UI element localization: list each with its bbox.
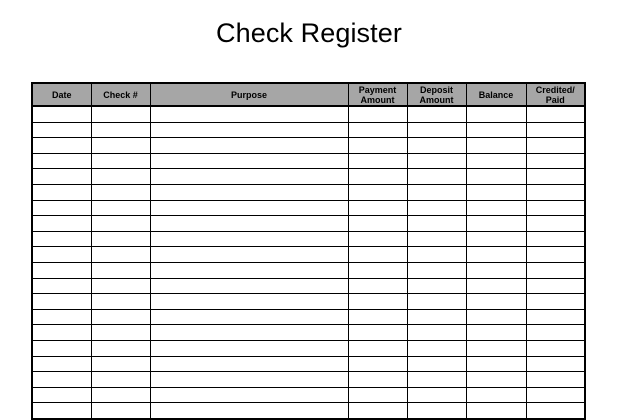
payment-amount-cell[interactable]: [348, 200, 407, 216]
check-number-cell[interactable]: [91, 340, 150, 356]
table-row: [32, 231, 585, 247]
balance-cell[interactable]: [466, 169, 526, 185]
deposit-amount-cell[interactable]: [407, 262, 466, 278]
deposit-amount-cell[interactable]: [407, 387, 466, 403]
balance-cell[interactable]: [466, 294, 526, 310]
check-number-cell[interactable]: [91, 153, 150, 169]
column-header-payment-amount: Payment Amount: [348, 83, 407, 106]
payment-amount-cell[interactable]: [348, 294, 407, 310]
payment-amount-cell[interactable]: [348, 372, 407, 388]
table-row: [32, 200, 585, 216]
check-number-cell[interactable]: [91, 403, 150, 419]
credited-paid-cell[interactable]: [526, 247, 585, 263]
date-cell[interactable]: [32, 231, 91, 247]
payment-amount-cell[interactable]: [348, 325, 407, 341]
balance-cell[interactable]: [466, 309, 526, 325]
credited-paid-cell[interactable]: [526, 340, 585, 356]
check-number-cell[interactable]: [91, 309, 150, 325]
credited-paid-cell[interactable]: [526, 403, 585, 419]
check-number-cell[interactable]: [91, 356, 150, 372]
page-title: Check Register: [216, 18, 402, 48]
deposit-amount-cell[interactable]: [407, 403, 466, 419]
table-row: [32, 106, 585, 122]
table-row: [32, 153, 585, 169]
credited-paid-cell[interactable]: [526, 184, 585, 200]
payment-amount-cell[interactable]: [348, 138, 407, 154]
balance-cell[interactable]: [466, 278, 526, 294]
deposit-amount-cell[interactable]: [407, 138, 466, 154]
balance-cell[interactable]: [466, 138, 526, 154]
table-row: [32, 262, 585, 278]
payment-amount-cell[interactable]: [348, 278, 407, 294]
table-row: [32, 309, 585, 325]
purpose-cell[interactable]: [150, 278, 348, 294]
date-cell[interactable]: [32, 356, 91, 372]
check-number-cell[interactable]: [91, 122, 150, 138]
purpose-cell[interactable]: [150, 200, 348, 216]
check-register-table: [31, 82, 586, 420]
balance-cell[interactable]: [466, 153, 526, 169]
check-number-cell[interactable]: [91, 294, 150, 310]
balance-cell[interactable]: [466, 372, 526, 388]
purpose-cell[interactable]: [150, 216, 348, 232]
register-body: [32, 106, 585, 419]
table-row: [32, 403, 585, 419]
purpose-cell[interactable]: [150, 138, 348, 154]
purpose-cell[interactable]: [150, 340, 348, 356]
column-header-check-number: Check #: [91, 83, 150, 106]
date-cell[interactable]: [32, 216, 91, 232]
payment-amount-cell[interactable]: [348, 262, 407, 278]
check-number-cell[interactable]: [91, 138, 150, 154]
deposit-amount-cell[interactable]: [407, 122, 466, 138]
deposit-amount-cell[interactable]: [407, 184, 466, 200]
credited-paid-cell[interactable]: [526, 372, 585, 388]
purpose-cell[interactable]: [150, 247, 348, 263]
deposit-amount-cell[interactable]: [407, 325, 466, 341]
date-cell[interactable]: [32, 184, 91, 200]
date-cell[interactable]: [32, 309, 91, 325]
check-number-cell[interactable]: [91, 216, 150, 232]
date-cell[interactable]: [32, 138, 91, 154]
payment-amount-cell[interactable]: [348, 231, 407, 247]
deposit-amount-cell[interactable]: [407, 294, 466, 310]
deposit-amount-cell[interactable]: [407, 278, 466, 294]
balance-cell[interactable]: [466, 184, 526, 200]
date-cell[interactable]: [32, 372, 91, 388]
table-row: [32, 247, 585, 263]
column-header-purpose: Purpose: [150, 83, 348, 106]
table-row: [32, 340, 585, 356]
deposit-amount-cell[interactable]: [407, 169, 466, 185]
date-cell[interactable]: [32, 262, 91, 278]
check-number-cell[interactable]: [91, 184, 150, 200]
deposit-amount-cell[interactable]: [407, 309, 466, 325]
check-number-cell[interactable]: [91, 169, 150, 185]
purpose-cell[interactable]: [150, 309, 348, 325]
table-row: [32, 216, 585, 232]
credited-paid-cell[interactable]: [526, 122, 585, 138]
date-cell[interactable]: [32, 294, 91, 310]
balance-cell[interactable]: [466, 200, 526, 216]
credited-paid-cell[interactable]: [526, 231, 585, 247]
table-row: [32, 184, 585, 200]
credited-paid-cell[interactable]: [526, 278, 585, 294]
table-row: [32, 325, 585, 341]
payment-amount-cell[interactable]: [348, 216, 407, 232]
date-cell[interactable]: [32, 153, 91, 169]
balance-cell[interactable]: [466, 122, 526, 138]
purpose-cell[interactable]: [150, 262, 348, 278]
balance-cell[interactable]: [466, 356, 526, 372]
table-row: [32, 356, 585, 372]
purpose-cell[interactable]: [150, 387, 348, 403]
payment-amount-cell[interactable]: [348, 387, 407, 403]
column-header-balance: Balance: [466, 83, 526, 106]
check-number-cell[interactable]: [91, 200, 150, 216]
check-number-cell[interactable]: [91, 387, 150, 403]
balance-cell[interactable]: [466, 403, 526, 419]
credited-paid-cell[interactable]: [526, 216, 585, 232]
date-cell[interactable]: [32, 340, 91, 356]
date-cell[interactable]: [32, 278, 91, 294]
balance-cell[interactable]: [466, 325, 526, 341]
purpose-cell[interactable]: [150, 325, 348, 341]
credited-paid-cell[interactable]: [526, 138, 585, 154]
credited-paid-cell[interactable]: [526, 200, 585, 216]
credited-paid-cell[interactable]: [526, 325, 585, 341]
balance-cell[interactable]: [466, 106, 526, 122]
deposit-amount-cell[interactable]: [407, 372, 466, 388]
deposit-amount-cell[interactable]: [407, 153, 466, 169]
deposit-amount-cell[interactable]: [407, 231, 466, 247]
table-row: [32, 169, 585, 185]
payment-amount-cell[interactable]: [348, 169, 407, 185]
payment-amount-cell[interactable]: [348, 153, 407, 169]
column-header-credited-paid: Credited/ Paid: [526, 83, 585, 106]
credited-paid-cell[interactable]: [526, 294, 585, 310]
deposit-amount-cell[interactable]: [407, 247, 466, 263]
purpose-cell[interactable]: [150, 403, 348, 419]
check-number-cell[interactable]: [91, 106, 150, 122]
check-number-cell[interactable]: [91, 325, 150, 341]
date-cell[interactable]: [32, 169, 91, 185]
payment-amount-cell[interactable]: [348, 122, 407, 138]
table-row: [32, 278, 585, 294]
check-number-cell[interactable]: [91, 372, 150, 388]
table-row: [32, 294, 585, 310]
date-cell[interactable]: [32, 387, 91, 403]
purpose-cell[interactable]: [150, 372, 348, 388]
header-row: [32, 83, 585, 106]
purpose-cell[interactable]: [150, 356, 348, 372]
purpose-cell[interactable]: [150, 106, 348, 122]
date-cell[interactable]: [32, 403, 91, 419]
balance-cell[interactable]: [466, 216, 526, 232]
column-header-date: Date: [32, 83, 91, 106]
credited-paid-cell[interactable]: [526, 153, 585, 169]
table-row: [32, 372, 585, 388]
date-cell[interactable]: [32, 106, 91, 122]
purpose-cell[interactable]: [150, 184, 348, 200]
balance-cell[interactable]: [466, 247, 526, 263]
column-header-deposit-amount: Deposit Amount: [407, 83, 466, 106]
check-number-cell[interactable]: [91, 262, 150, 278]
payment-amount-cell[interactable]: [348, 403, 407, 419]
check-number-cell[interactable]: [91, 278, 150, 294]
check-number-cell[interactable]: [91, 247, 150, 263]
date-cell[interactable]: [32, 325, 91, 341]
table-row: [32, 138, 585, 154]
purpose-cell[interactable]: [150, 122, 348, 138]
deposit-amount-cell[interactable]: [407, 356, 466, 372]
purpose-cell[interactable]: [150, 169, 348, 185]
payment-amount-cell[interactable]: [348, 340, 407, 356]
payment-amount-cell[interactable]: [348, 356, 407, 372]
credited-paid-cell[interactable]: [526, 356, 585, 372]
credited-paid-cell[interactable]: [526, 309, 585, 325]
payment-amount-cell[interactable]: [348, 184, 407, 200]
deposit-amount-cell[interactable]: [407, 340, 466, 356]
date-cell[interactable]: [32, 200, 91, 216]
purpose-cell[interactable]: [150, 294, 348, 310]
credited-paid-cell[interactable]: [526, 106, 585, 122]
balance-cell[interactable]: [466, 231, 526, 247]
date-cell[interactable]: [32, 247, 91, 263]
deposit-amount-cell[interactable]: [407, 216, 466, 232]
payment-amount-cell[interactable]: [348, 247, 407, 263]
purpose-cell[interactable]: [150, 153, 348, 169]
table-row: [32, 387, 585, 403]
payment-amount-cell[interactable]: [348, 106, 407, 122]
deposit-amount-cell[interactable]: [407, 106, 466, 122]
balance-cell[interactable]: [466, 387, 526, 403]
purpose-cell[interactable]: [150, 231, 348, 247]
table-row: [32, 122, 585, 138]
credited-paid-cell[interactable]: [526, 387, 585, 403]
balance-cell[interactable]: [466, 340, 526, 356]
date-cell[interactable]: [32, 122, 91, 138]
check-number-cell[interactable]: [91, 231, 150, 247]
credited-paid-cell[interactable]: [526, 169, 585, 185]
deposit-amount-cell[interactable]: [407, 200, 466, 216]
payment-amount-cell[interactable]: [348, 309, 407, 325]
balance-cell[interactable]: [466, 262, 526, 278]
credited-paid-cell[interactable]: [526, 262, 585, 278]
